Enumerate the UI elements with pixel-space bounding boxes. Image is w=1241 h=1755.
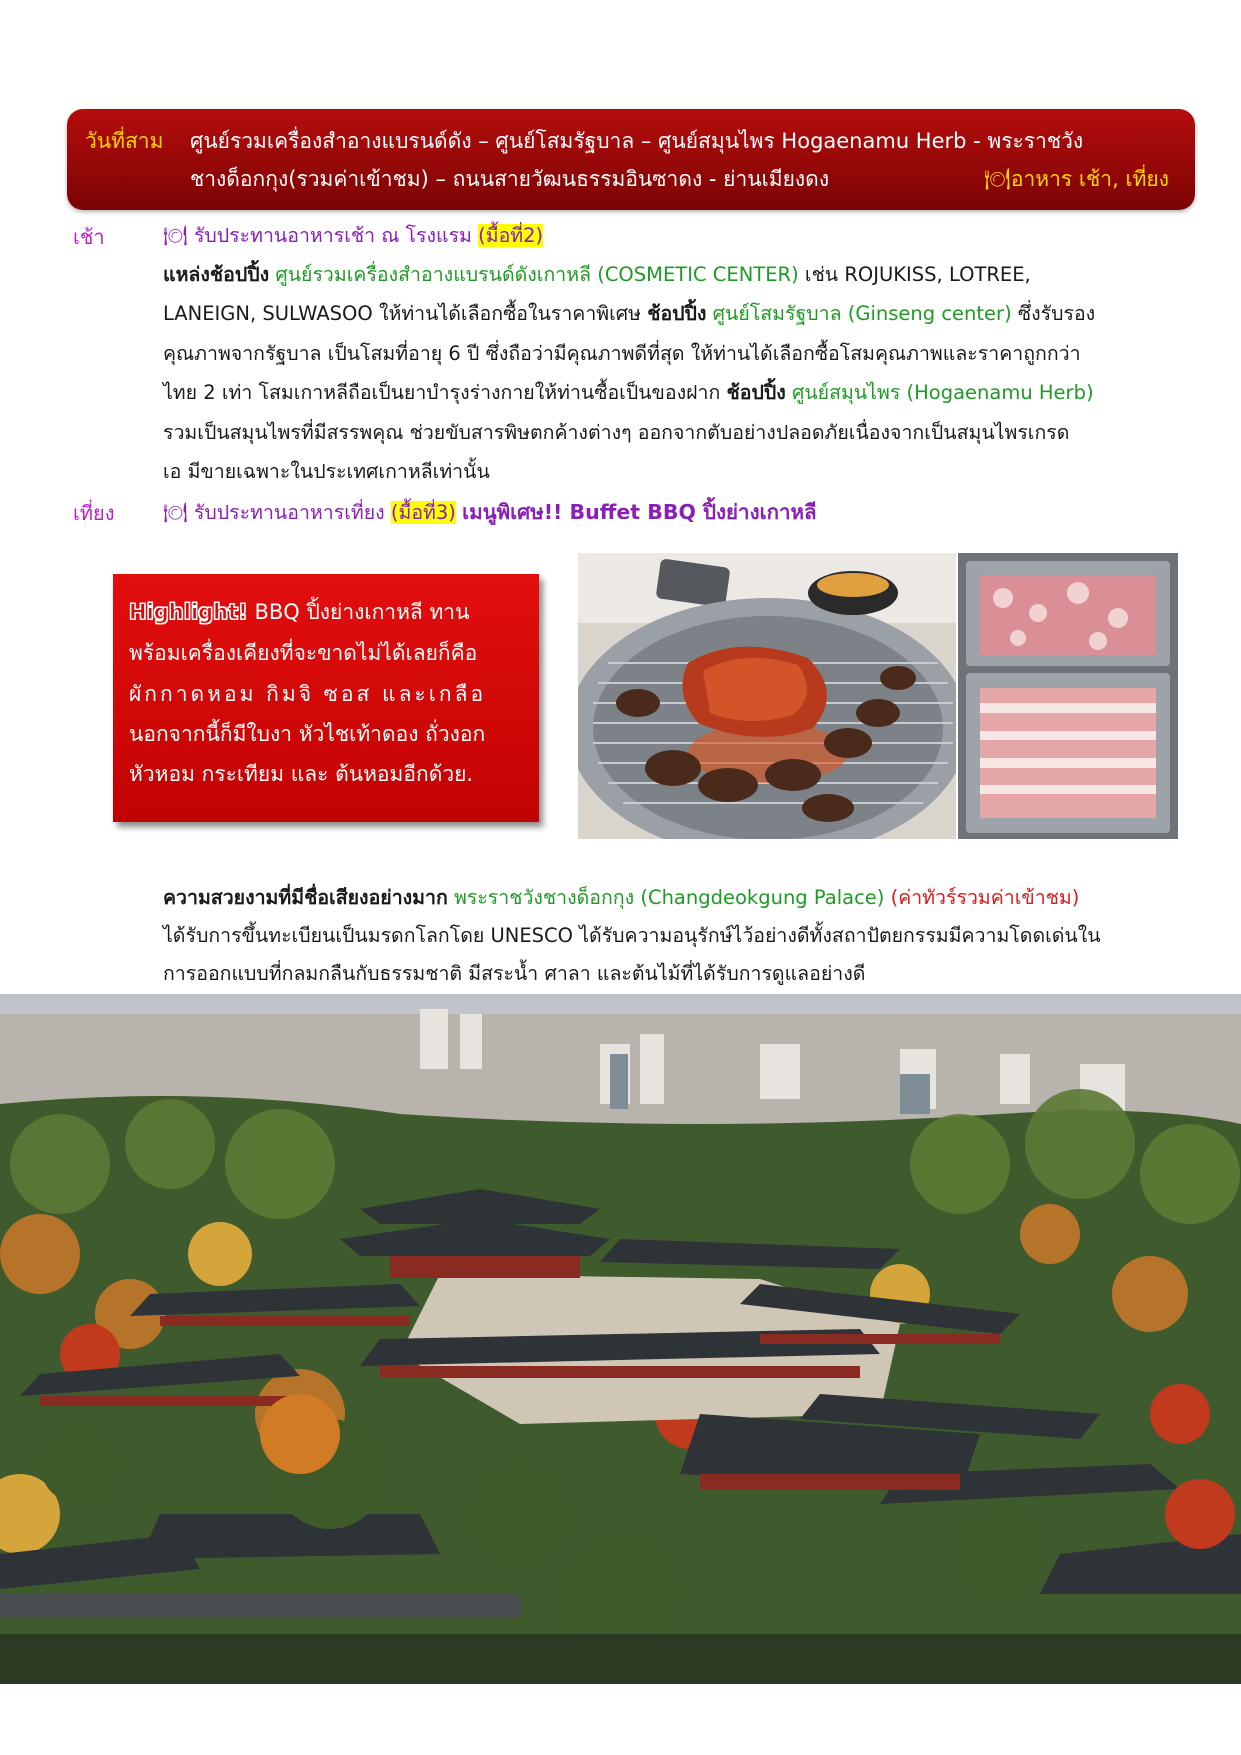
shopping-line-4 [163, 377, 1094, 408]
shopping-heading: ช้อปปิ้ง [647, 302, 707, 325]
lunch-special-menu: เมนูพิเศษ!! Buffet BBQ ปิ้งย่างเกาหลี [462, 500, 817, 524]
highlight-tag: Highlight! [129, 600, 248, 624]
palace-line-3: การออกแบบที่กลมกลืนกับธรรมชาติ มีสระน้ำ ศาลา และต้นไม้ที่ได้รับการดูแลอย่างดี [163, 962, 866, 985]
palace-heading: ความสวยงามที่มีชื่อเสียงอย่างมาก [163, 886, 448, 909]
lunch-line [163, 496, 817, 529]
shopping-heading: แหล่งช้อปปิ้ง [163, 263, 270, 286]
breakfast-line [163, 220, 543, 251]
lunch-label: เที่ยง [73, 501, 115, 525]
bbq-grill-photo [578, 553, 956, 839]
herb-center-name: ศูนย์สมุนไพร (Hogaenamu Herb) [785, 381, 1094, 404]
day-header-banner [67, 109, 1195, 210]
highlight-box [113, 574, 539, 822]
palace-line-2: ได้รับการขึ้นทะเบียนเป็นมรดกโลกโดย UNESCO ได้รับความอนุรักษ์ไว้อย่างดีทั้งสถาปัตยกรรมมีความโดดเด่นใน [163, 924, 1101, 947]
changdeokgung-palace-photo [0, 994, 1241, 1684]
breakfast-text: 🍽 รับประทานอาหารเช้า ณ โรงแรม [163, 224, 472, 247]
highlight-text: BBQ ปิ้งย่างเกาหลี ทาน [247, 600, 470, 624]
cosmetic-center-name: ศูนย์รวมเครื่องสำอางแบรนด์ดังเกาหลี (COSMETIC CENTER) [275, 263, 799, 286]
highlight-line-3: ผักกาดหอม กิมจิ ซอส และเกลือ [129, 682, 487, 706]
lunch-meal-number: (มื้อที่3) [390, 501, 456, 524]
breakfast-meal-number: (มื้อที่2) [478, 224, 544, 247]
highlight-line-1 [129, 596, 469, 629]
shopping-text: เช่น ROJUKISS, LOTREE, [798, 263, 1031, 286]
palace-admission-note: (ค่าทัวร์รวมค่าเข้าชม) [884, 886, 1080, 909]
meals-included: 🍽อาหาร เช้า, เที่ยง [984, 167, 1169, 191]
highlight-line-5: หัวหอม กระเทียม และ ต้นหอมอีกด้วย. [129, 762, 474, 786]
lunch-text: 🍽 รับประทานอาหารเที่ยง [163, 501, 385, 524]
palace-name: พระราชวังชางด็อกกุง (Changdeokgung Palace) [447, 886, 885, 909]
itinerary-line-2: ชางด็อกกุง(รวมค่าเข้าชม) – ถนนสายวัฒนธรรมอินซาดง - ย่านเมียงดง [190, 167, 830, 191]
day-label: วันที่สาม [85, 129, 164, 153]
highlight-line-4: นอกจากนี้ก็มีใบงา หัวไชเท้าดอง ถั่วงอก [129, 722, 486, 746]
shopping-text: ไทย 2 เท่า โสมเกาหลีถือเป็นยาบำรุงร่างกายให้ท่านซื้อเป็นของฝาก [163, 381, 727, 404]
raw-pork-photo [958, 553, 1178, 839]
ginseng-center-name: ศูนย์โสมรัฐบาล (Ginseng center) [706, 302, 1012, 325]
shopping-heading: ช้อปปิ้ง [726, 381, 786, 404]
shopping-line-3: คุณภาพจากรัฐบาล เป็นโสมที่อายุ 6 ปี ซึ่งถือว่ามีคุณภาพดีที่สุด ให้ท่านได้เลือกซื้อโสมคุณภาพและราคาถูกกว่า [163, 342, 1081, 365]
shopping-line-2 [163, 298, 1095, 329]
shopping-text: LANEIGN, SULWASOO ให้ท่านได้เลือกซื้อในราคาพิเศษ [163, 302, 648, 325]
shopping-text: ซึ่งรับรอง [1011, 302, 1096, 325]
breakfast-label: เช้า [73, 225, 105, 249]
palace-line-1 [163, 882, 1079, 913]
shopping-line-6: เอ มีขายเฉพาะในประเทศเกาหลีเท่านั้น [163, 460, 490, 483]
shopping-line-1 [163, 259, 1031, 290]
itinerary-line-1: ศูนย์รวมเครื่องสำอางแบรนด์ดัง – ศูนย์โสมรัฐบาล – ศูนย์สมุนไพร Hogaenamu Herb - พระราชวัง [190, 129, 1084, 153]
highlight-line-2: พร้อมเครื่องเคียงที่จะขาดไม่ได้เลยก็คือ [129, 641, 478, 665]
shopping-line-5: รวมเป็นสมุนไพรที่มีสรรพคุณ ช่วยขับสารพิษตกค้างต่างๆ ออกจากตับอย่างปลอดภัยเนื่องจากเป็นสมุนไพรเกรด [163, 421, 1070, 444]
